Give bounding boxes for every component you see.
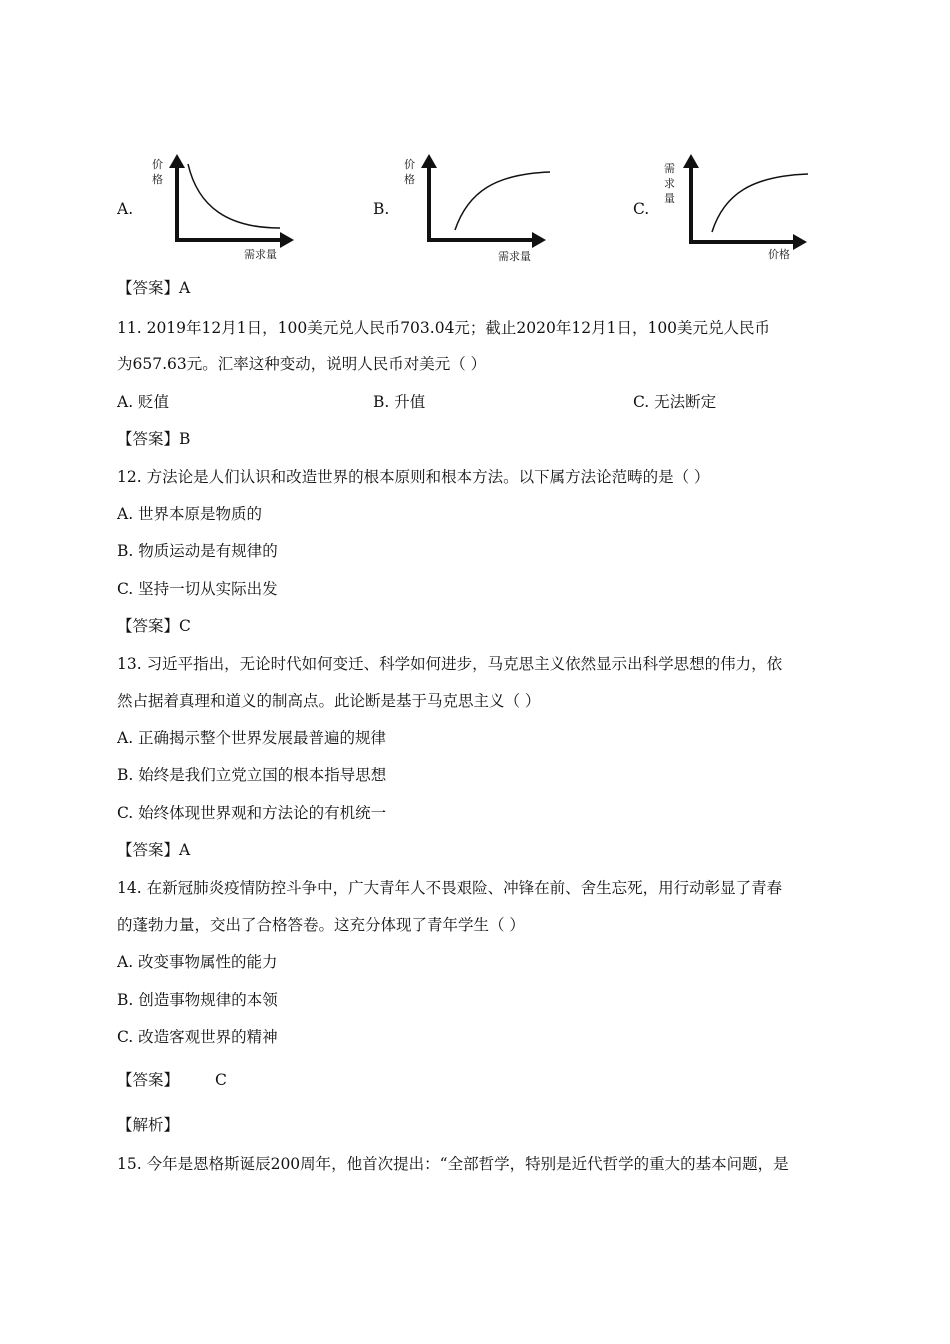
graph-c-y-label-2: 求 [664, 177, 675, 190]
q14-analysis-label: 【解析】 [117, 1116, 180, 1134]
q14-answer-label: 【答案】 [117, 1071, 180, 1089]
q12-answer: 【答案】C [117, 617, 191, 635]
graph-c-x-label: 价格 [768, 248, 790, 261]
q11-stem-line-2: 为657.63元。汇率这种变动，说明人民币对美元（ ） [117, 355, 487, 373]
q11-option-a: A. 贬值 [117, 393, 170, 411]
q14-answer-value: C [215, 1071, 227, 1089]
q10-answer: 【答案】A [117, 279, 191, 297]
q13-option-a: A. 正确揭示整个世界发展最普遍的规律 [117, 729, 387, 747]
graph-c-y-label-3: 量 [664, 192, 675, 205]
q13-stem-line-2: 然占据着真理和道义的制高点。此论断是基于马克思主义（ ） [117, 692, 541, 710]
graph-c-y-label-1: 需 [664, 162, 675, 175]
q14-stem-line-2: 的蓬勃力量，交出了合格答卷。这充分体现了青年学生（ ） [117, 916, 525, 934]
q11-answer: 【答案】B [117, 430, 191, 448]
q14-option-b: B. 创造事物规律的本领 [117, 991, 278, 1009]
q12-option-a: A. 世界本原是物质的 [117, 505, 263, 523]
graph-a-y-label-2: 格 [152, 173, 163, 186]
graph-b-x-label: 需求量 [498, 250, 531, 263]
q13-answer: 【答案】A [117, 841, 191, 859]
graph-a-letter: A. [117, 200, 134, 218]
graph-c-curve [712, 174, 808, 232]
q11-options [117, 390, 837, 414]
graph-b-y-label-2: 格 [404, 173, 415, 186]
graph-a-x-label: 需求量 [244, 248, 277, 261]
graph-b-letter: B. [373, 200, 390, 218]
q13-option-b: B. 始终是我们立党立国的根本指导思想 [117, 766, 387, 784]
graph-b [400, 152, 550, 264]
graph-c [660, 152, 810, 264]
q13-stem-line-1: 13. 习近平指出，无论时代如何变迁、科学如何进步，马克思主义依然显示出科学思想的伟力，依 [117, 655, 783, 673]
graph-c-letter: C. [633, 200, 650, 218]
graph-b-y-label-1: 价 [404, 158, 415, 171]
q13-option-c: C. 始终体现世界观和方法论的有机统一 [117, 804, 387, 822]
q14-stem-line-1: 14. 在新冠肺炎疫情防控斗争中，广大青年人不畏艰险、冲锋在前、舍生忘死，用行动彰显了青春 [117, 879, 783, 897]
q12-option-b: B. 物质运动是有规律的 [117, 542, 278, 560]
q11-option-b: B. 升值 [373, 393, 426, 411]
q12-stem: 12. 方法论是人们认识和改造世界的根本原则和根本方法。以下属方法论范畴的是（ ） [117, 468, 710, 486]
graph-b-curve [455, 172, 550, 230]
q11-stem-line-1: 11. 2019年12月1日，100美元兑人民币703.04元；截止2020年12月1日，100美元兑人民币 [117, 319, 771, 337]
q12-option-c: C. 坚持一切从实际出发 [117, 580, 278, 598]
graph-a-y-label-1: 价 [152, 158, 163, 171]
q11-option-c: C. 无法断定 [633, 393, 717, 411]
q14-option-c: C. 改造客观世界的精神 [117, 1028, 278, 1046]
q14-answer [117, 1068, 227, 1090]
q15-stem-line-1: 15. 今年是恩格斯诞辰200周年，他首次提出：“全部哲学，特别是近代哲学的重大的基本问题，是 [117, 1155, 789, 1173]
graph-a-curve [188, 164, 280, 228]
q14-option-a: A. 改变事物属性的能力 [117, 953, 278, 971]
graph-a [148, 152, 298, 264]
